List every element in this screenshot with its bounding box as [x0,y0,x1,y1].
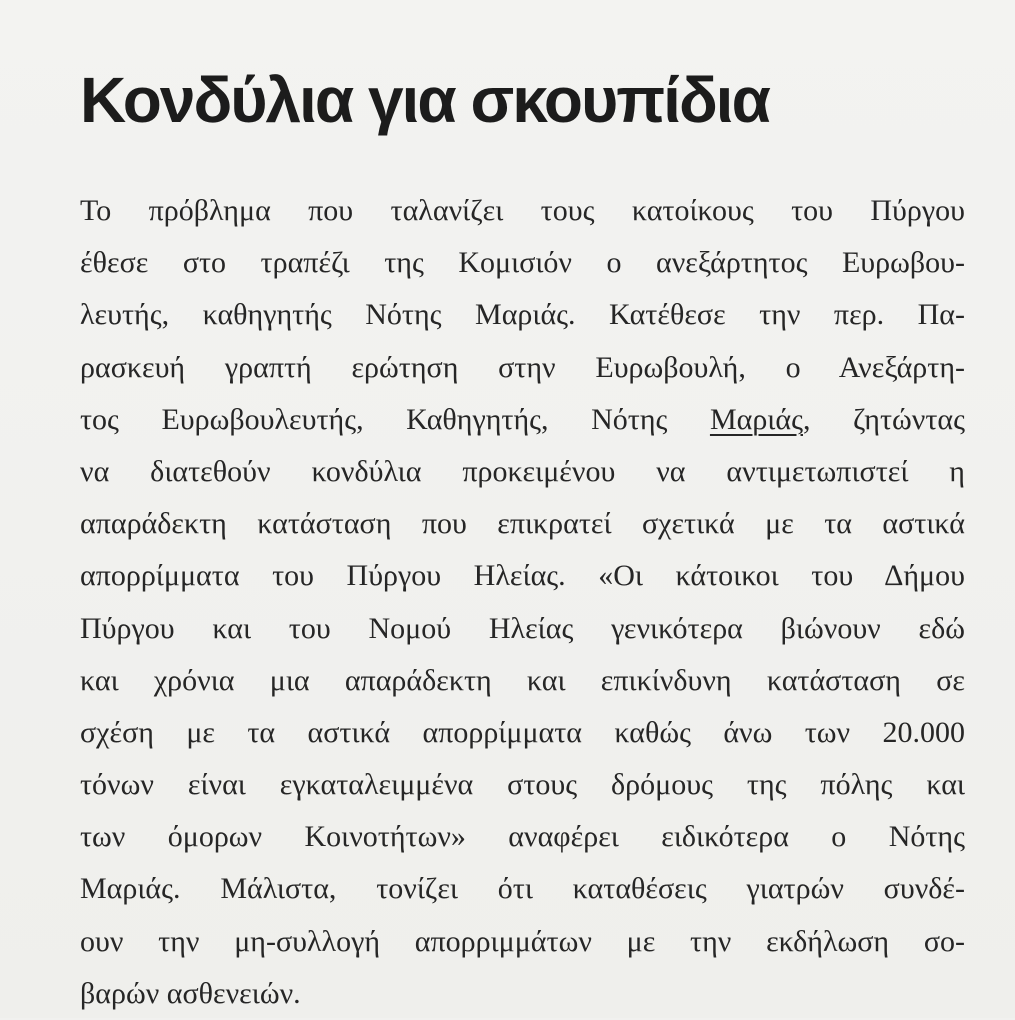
body-line-5-end: , ζητώντας [802,402,965,436]
body-line-3: λευτής, καθηγητής Νότης Μαριάς. Κατέθεσε την περ. Πα- [80,298,965,332]
body-line-6: να διατεθούν κονδύλια προκειμένου να αντιμετωπιστεί η [80,454,965,488]
body-line-11: σχέση με τα αστικά απορρίμματα καθώς άνω των 20.000 [80,715,965,749]
body-line-7: απαράδεκτη κατάσταση που επικρατεί σχετικά με τα αστικά [80,507,965,541]
body-line-13: των όμορων Κοινοτήτων» αναφέρει ειδικότερα ο Νότης [80,820,965,854]
body-line-2: έθεσε στο τραπέζι της Κομισιόν ο ανεξάρτητος Ευρωβου- [80,246,965,280]
body-line-10: και χρόνια μια απαράδεκτη και επικίνδυνη κατάσταση σε [80,663,965,697]
body-line-16: βαρών ασθενειών. [80,976,301,1010]
body-line-5-start: τος Ευρωβουλευτής, Καθηγητής, Νότης [80,402,710,436]
body-line-4: ρασκευή γραπτή ερώτηση στην Ευρωβουλή, ο Ανεξάρτη- [80,350,965,384]
body-line-8: απορρίμματα του Πύργου Ηλείας. «Οι κάτοικοι του Δήμου [80,559,965,593]
body-line-12: τόνων είναι εγκαταλειμμένα στους δρόμους της πόλης και [80,768,965,802]
body-line-5 [80,394,965,446]
body-line-9: Πύργου και του Νομού Ηλείας γενικότερα βιώνουν εδώ [80,611,965,645]
body-line-15: ουν την μη-συλλογή απορριμμάτων με την εκδήλωση σο- [80,924,965,958]
body-line-1: Το πρόβλημα που ταλανίζει τους κατοίκους του Πύργου [80,194,965,227]
underlined-name: Μαριάς [709,402,803,436]
body-line-14: Μαριάς. Μάλιστα, τονίζει ότι καταθέσεις γιατρών συνδέ- [80,872,965,906]
article-body [80,185,965,1020]
headline: Κονδύλια για σκουπίδια [80,64,769,136]
